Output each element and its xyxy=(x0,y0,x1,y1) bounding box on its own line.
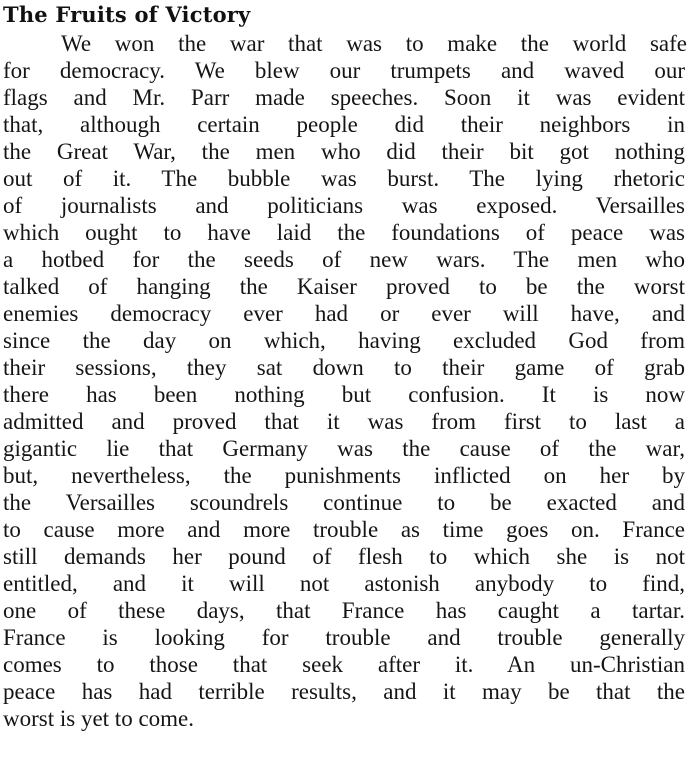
text-line: for democracy. We blew our trumpets and waved our xyxy=(3,58,685,83)
text-line: to cause more and more trouble as time goes on. France xyxy=(3,517,685,542)
text-line: which ought to have laid the foundations of peace was xyxy=(3,220,685,245)
text-line: of journalists and politicians was exposed. Versailles xyxy=(3,193,685,218)
text-line: flags and Mr. Parr made speeches. Soon it was evident xyxy=(3,85,685,110)
text-line: but, nevertheless, the punishments inflicted on her by xyxy=(3,463,685,488)
text-line: the Great War, the men who did their bit got nothing xyxy=(3,139,685,164)
text-line: entitled, and it will not astonish anybody to find, xyxy=(3,571,685,596)
text-line: France is looking for trouble and trouble generally xyxy=(3,625,685,650)
text-line: We won the war that was to make the world safe xyxy=(61,31,687,56)
text-line: still demands her pound of flesh to which she is not xyxy=(3,544,685,569)
text-line: that, although certain people did their neighbors in xyxy=(3,112,685,137)
text-line: admitted and proved that it was from first to last a xyxy=(3,409,685,434)
text-line: one of these days, that France has caught a tartar. xyxy=(3,598,685,623)
text-line: a hotbed for the seeds of new wars. The men who xyxy=(3,247,685,272)
text-line: their sessions, they sat down to their game of grab xyxy=(3,355,685,380)
text-line: peace has had terrible results, and it may be that the xyxy=(3,679,685,704)
article-body xyxy=(0,30,687,732)
text-line: gigantic lie that Germany was the cause of the war, xyxy=(3,436,685,461)
text-line: out of it. The bubble was burst. The lying rhetoric xyxy=(3,166,685,191)
text-line: there has been nothing but confusion. It is now xyxy=(3,382,685,407)
text-line: worst is yet to come. xyxy=(3,706,194,731)
article-title: The Fruits of Victory xyxy=(3,2,251,27)
text-line: since the day on which, having excluded God from xyxy=(3,328,685,353)
text-line: talked of hanging the Kaiser proved to be the worst xyxy=(3,274,685,299)
text-line: the Versailles scoundrels continue to be exacted and xyxy=(3,490,685,515)
text-line: comes to those that seek after it. An un-Christian xyxy=(3,652,685,677)
text-line: enemies democracy ever had or ever will have, and xyxy=(3,301,685,326)
